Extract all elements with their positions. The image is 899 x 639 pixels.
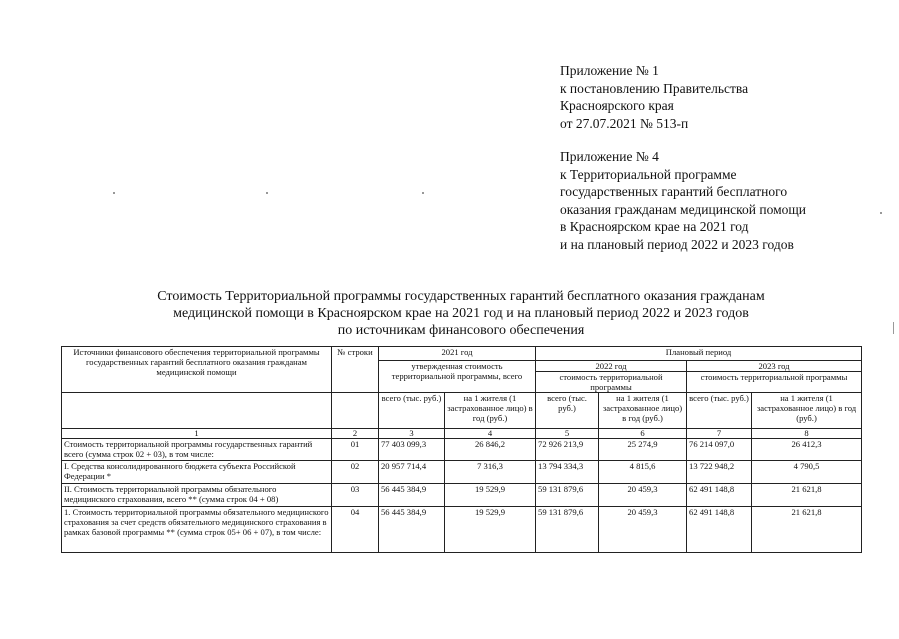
row-name: 1. Стоимость территориальной программы обязательного медицинского страхования за счет средств обязательного медицинского страхования в рамках базовой программы ** (сумма строк 05+ 06 + 07), в том числе:	[62, 507, 332, 553]
column-number: 6	[599, 429, 687, 439]
column-number: 5	[536, 429, 599, 439]
row-name: Стоимость территориальной программы государственных гарантий всего (сумма строк 02 + 03), в том числе:	[62, 439, 332, 461]
header-approved-cost: утвержденная стоимость территориальной программы, всего	[379, 361, 536, 393]
table-row	[62, 461, 862, 484]
cell-per-capita-2021: 26 846,2	[445, 439, 536, 461]
cell-per-capita-2021: 19 529,9	[445, 507, 536, 553]
row-name: II. Стоимость территориальной программы обязательного медицинского страхования, всего ** (сумма строк 04 + 08)	[62, 484, 332, 507]
header-cost-2022: стоимость территориальной программы	[536, 372, 687, 393]
title-line: Стоимость Территориальной программы государственных гарантий бесплатного оказания гражданам	[157, 289, 765, 304]
scan-speck	[422, 192, 424, 194]
cell-total-2022: 13 794 334,3	[536, 461, 599, 484]
cell-total-2021: 20 957 714,4	[379, 461, 445, 484]
header-year-2022: 2022 год	[536, 361, 687, 372]
header-row-number: № строки	[332, 347, 379, 393]
header-plan-period: Плановый период	[536, 347, 862, 361]
header-cost-2023: стоимость территориальной программы	[687, 372, 862, 393]
cell-total-2022: 72 926 213,9	[536, 439, 599, 461]
cell-per-capita-2023: 26 412,3	[752, 439, 862, 461]
cell-total-2022: 59 131 879,6	[536, 507, 599, 553]
appendix-1-line: от 27.07.2021 № 513-п	[560, 115, 689, 131]
header-empty	[332, 393, 379, 429]
scan-speck	[880, 212, 882, 214]
column-number: 1	[62, 429, 332, 439]
scan-speck	[113, 192, 115, 194]
appendix-4-line: в Красноярском крае на 2021 год	[560, 219, 749, 234]
column-number-row	[62, 429, 862, 439]
cell-per-capita-2023: 21 621,8	[752, 484, 862, 507]
appendix-4-line: государственных гарантий бесплатного	[560, 184, 788, 199]
cell-total-2021: 77 403 099,3	[379, 439, 445, 461]
header-source: Источники финансового обеспечения территориальной программы государственных гарантий бесплатного оказания гражданам медицинской помощи	[62, 347, 332, 393]
appendix-1-line: Приложение № 1	[560, 63, 659, 78]
scan-speck	[266, 192, 268, 194]
header-year-2021: 2021 год	[379, 347, 536, 361]
column-number: 2	[332, 429, 379, 439]
cell-per-capita-2022: 20 459,3	[599, 484, 687, 507]
cell-total-2021: 56 445 384,9	[379, 507, 445, 553]
header-year-2023: 2023 год	[687, 361, 862, 372]
cell-total-2021: 56 445 384,9	[379, 484, 445, 507]
table-row	[62, 507, 862, 553]
table-row	[62, 439, 862, 461]
appendix-4-line: и на плановый период 2022 и 2023 годов	[560, 236, 794, 252]
appendix-4-block	[560, 148, 806, 253]
header-per-capita-2023: на 1 жителя (1 застрахованное лицо) в год (руб.)	[752, 393, 862, 429]
cell-total-2023: 62 491 148,8	[687, 484, 752, 507]
cell-per-capita-2022: 25 274,9	[599, 439, 687, 461]
row-name: I. Средства консолидированного бюджета субъекта Российской Федерации *	[62, 461, 332, 484]
header-total-2023: всего (тыс. руб.)	[687, 393, 752, 429]
appendix-4-line: оказания гражданам медицинской помощи	[560, 201, 807, 217]
appendix-4-line: Приложение № 4	[560, 149, 659, 164]
column-number: 3	[379, 429, 445, 439]
header-empty	[62, 393, 332, 429]
cell-total-2022: 59 131 879,6	[536, 484, 599, 507]
appendix-1-line: к постановлению Правительства	[560, 80, 749, 96]
financing-table	[61, 346, 862, 553]
title-line: по источникам финансового обеспечения	[337, 323, 585, 338]
cell-total-2023: 76 214 097,0	[687, 439, 752, 461]
cell-per-capita-2021: 7 316,3	[445, 461, 536, 484]
document-title	[60, 288, 862, 339]
row-code: 01	[332, 439, 379, 461]
row-code: 03	[332, 484, 379, 507]
cell-per-capita-2022: 4 815,6	[599, 461, 687, 484]
column-number: 4	[445, 429, 536, 439]
header-total-2021: всего (тыс. руб.)	[379, 393, 445, 429]
title-line: медицинской помощи в Красноярском крае на 2021 год и на плановый период 2022 и 2023 годов	[173, 306, 749, 321]
column-number: 7	[687, 429, 752, 439]
cell-total-2023: 13 722 948,2	[687, 461, 752, 484]
scan-mark	[893, 322, 894, 334]
cell-per-capita-2023: 4 790,5	[752, 461, 862, 484]
header-per-capita-2021: на 1 жителя (1 застрахованное лицо) в год (руб.)	[445, 393, 536, 429]
header-row-4	[62, 393, 862, 429]
header-row-1	[62, 347, 862, 361]
row-code: 02	[332, 461, 379, 484]
column-number: 8	[752, 429, 862, 439]
appendix-1-block	[560, 62, 748, 132]
table-row	[62, 484, 862, 507]
cell-total-2023: 62 491 148,8	[687, 507, 752, 553]
appendix-4-line: к Территориальной программе	[560, 166, 737, 182]
cell-per-capita-2023: 21 621,8	[752, 507, 862, 553]
cell-per-capita-2021: 19 529,9	[445, 484, 536, 507]
header-per-capita-2022: на 1 жителя (1 застрахованное лицо) в год (руб.)	[599, 393, 687, 429]
appendix-1-line: Красноярского края	[560, 98, 674, 113]
cell-per-capita-2022: 20 459,3	[599, 507, 687, 553]
header-total-2022: всего (тыс. руб.)	[536, 393, 599, 429]
row-code: 04	[332, 507, 379, 553]
